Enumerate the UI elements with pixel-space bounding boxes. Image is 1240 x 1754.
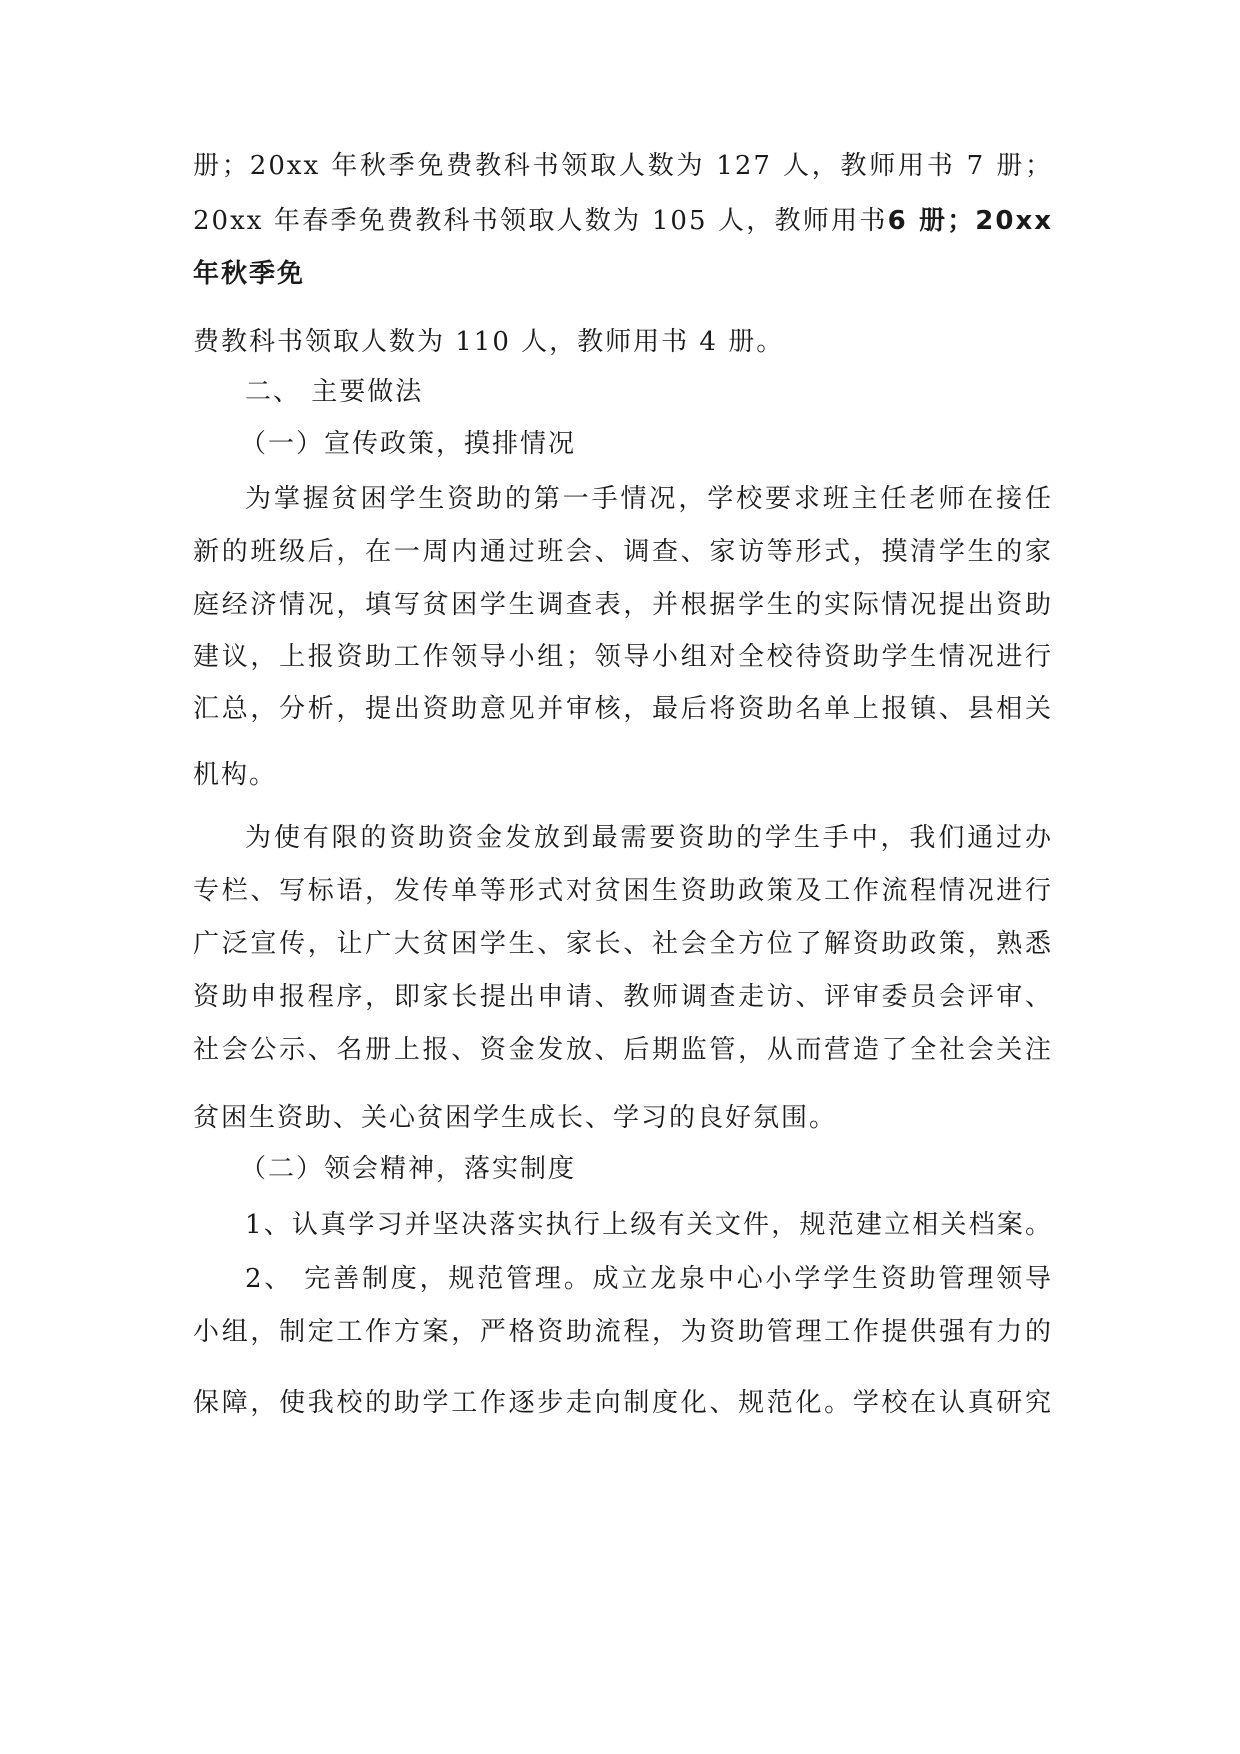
line-text: 为掌握贫困学生资助的第一手情况，学校要求班主任老师在接任 bbox=[245, 484, 1053, 514]
line-text: 年秋季免 bbox=[193, 259, 306, 289]
line-text: 册；20xx 年秋季免费教科书领取人数为 127 人，教师用书 7 册； bbox=[193, 151, 1053, 181]
paragraph-line bbox=[245, 482, 1053, 516]
paragraph-line bbox=[193, 325, 1053, 359]
line-text: 20xx 年春季免费教科书领取人数为 105 人，教师用书 bbox=[193, 206, 888, 236]
paragraph-line bbox=[245, 1262, 1053, 1296]
subsection-heading bbox=[240, 427, 576, 461]
line-text: 1、认真学习并坚决落实执行上级有关文件，规范建立相关档案。 bbox=[245, 1210, 1053, 1240]
line-text: 贫困生资助、关心贫困学生成长、学习的良好氛围。 bbox=[193, 1103, 838, 1133]
line-text: 庭经济情况，填写贫困学生调查表，并根据学生的实际情况提出资助 bbox=[193, 590, 1053, 620]
subsection-heading bbox=[240, 1152, 576, 1186]
line-text: 费教科书领取人数为 110 人，教师用书 4 册。 bbox=[193, 327, 785, 357]
paragraph-line bbox=[193, 1315, 1053, 1349]
bold-text: 6 册；20xx bbox=[887, 206, 1053, 236]
paragraph-line bbox=[193, 692, 1053, 726]
heading-text: （一）宣传政策，摸排情况 bbox=[240, 429, 577, 459]
paragraph-line bbox=[193, 1033, 1053, 1067]
paragraph-line bbox=[193, 640, 1053, 674]
paragraph-line bbox=[193, 927, 1053, 961]
paragraph-line bbox=[245, 821, 1053, 855]
paragraph-line bbox=[245, 1208, 1053, 1242]
paragraph-line bbox=[193, 204, 1053, 238]
heading-text: 二、 主要做法 bbox=[245, 377, 424, 407]
line-text: 为使有限的资助资金发放到最需要资助的学生手中，我们通过办 bbox=[245, 823, 1053, 853]
line-text: 小组，制定工作方案，严格资助流程，为资助管理工作提供强有力的 bbox=[193, 1317, 1053, 1347]
paragraph-line bbox=[193, 588, 1053, 622]
line-text: 广泛宣传，让广大贫困学生、家长、社会全方位了解资助政策，熟悉 bbox=[193, 929, 1053, 959]
paragraph-line bbox=[193, 149, 1053, 183]
paragraph-line bbox=[193, 758, 1053, 792]
line-text: 建议，上报资助工作领导小组；领导小组对全校待资助学生情况进行 bbox=[193, 642, 1053, 672]
line-text: 机构。 bbox=[193, 760, 278, 790]
paragraph-line bbox=[193, 1386, 1053, 1420]
line-text: 汇总，分析，提出资助意见并审核，最后将资助名单上报镇、县相关 bbox=[193, 694, 1053, 724]
line-text: 社会公示、名册上报、资金发放、后期监管，从而营造了全社会关注 bbox=[193, 1035, 1053, 1065]
paragraph-line bbox=[193, 874, 1053, 908]
line-text: 资助申报程序，即家长提出申请、教师调查走访、评审委员会评审、 bbox=[193, 982, 1053, 1012]
paragraph-line bbox=[193, 980, 1053, 1014]
paragraph-line-bold bbox=[193, 257, 1053, 291]
heading-text: （二）领会精神，落实制度 bbox=[240, 1154, 577, 1184]
line-text: 保障，使我校的助学工作逐步走向制度化、规范化。学校在认真研究 bbox=[193, 1388, 1053, 1418]
paragraph-line bbox=[193, 535, 1053, 569]
line-text: 专栏、写标语，发传单等形式对贫困生资助政策及工作流程情况进行 bbox=[193, 876, 1053, 906]
line-text: 新的班级后，在一周内通过班会、调查、家访等形式，摸清学生的家 bbox=[193, 537, 1053, 567]
paragraph-line bbox=[193, 1101, 1053, 1135]
line-text: 2、 完善制度，规范管理。成立龙泉中心小学学生资助管理领导 bbox=[245, 1264, 1053, 1294]
section-heading bbox=[245, 375, 423, 409]
